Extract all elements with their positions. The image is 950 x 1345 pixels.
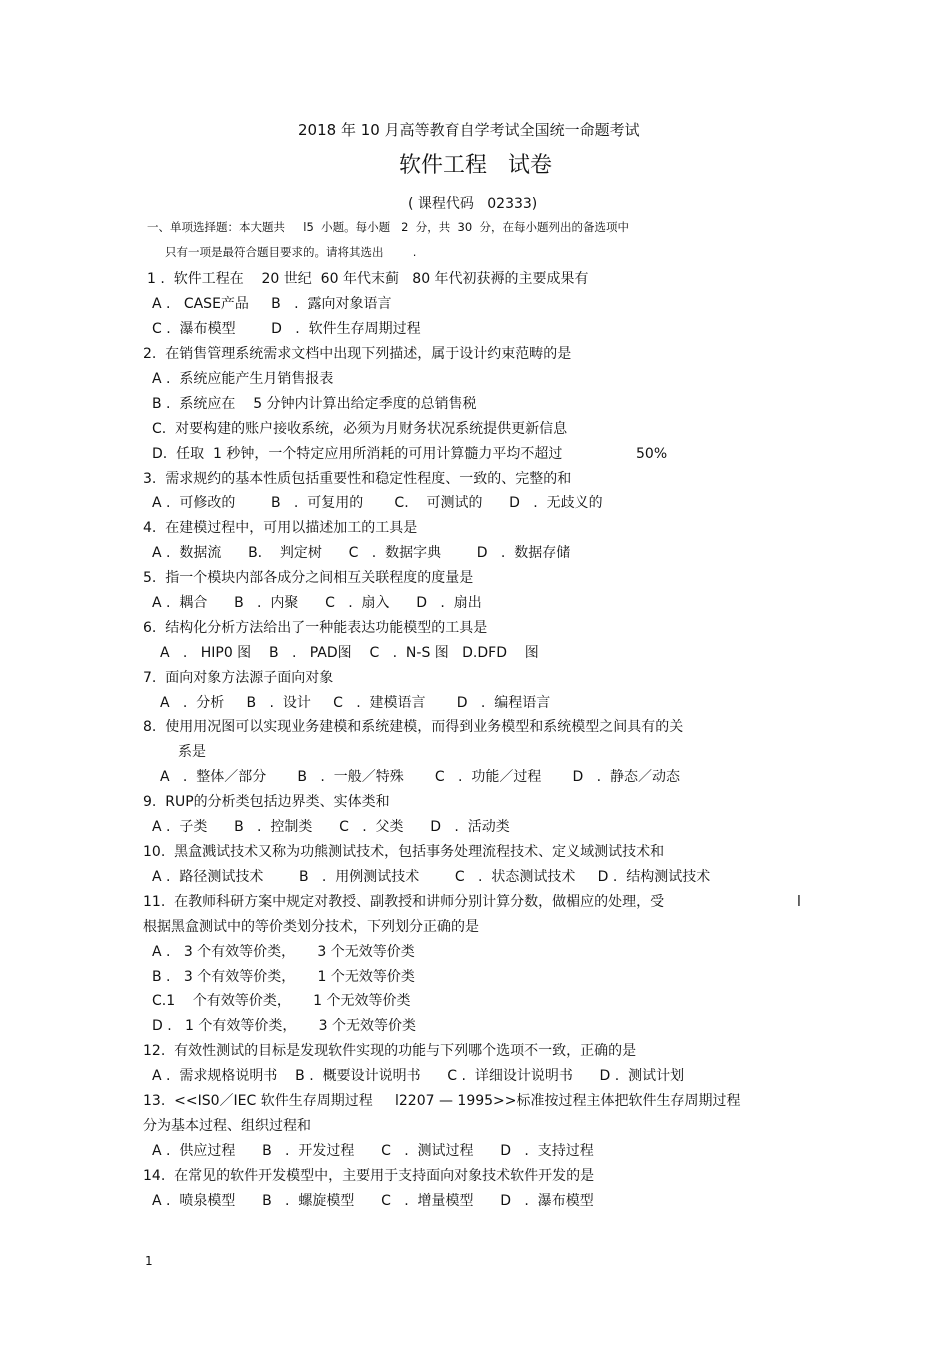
question-13: 13. <<IS0／IEC 软件生存周期过程 l2207 — 1995>>标准按过程主体把软件生存周期过程 <box>143 1093 741 1109</box>
question-3: 3. 需求规约的基本性质包括重要性和稳定性程度、一致的、完整的和 <box>143 471 572 487</box>
question-2: 2. 在销售管理系统需求文档中出现下列描述，属于设计约束范畴的是 <box>143 346 572 362</box>
question-5-options: A . 耦合 B . 内聚 C . 扇入 D . 扇出 <box>152 595 482 611</box>
question-10-options: A . 路径测试技术 B . 用例测试技术 C . 状态测试技术 D . 结构测试技术 <box>152 869 711 885</box>
question-13-options: A . 供应过程 B . 开发过程 C . 测试过程 D . 支持过程 <box>152 1143 594 1159</box>
question-6: 6. 结构化分析方法给出了一种能表达功能模型的工具是 <box>143 620 488 636</box>
question-11-tail: l <box>797 894 801 910</box>
question-1-options-ab: A . CASE产品 B . 露向对象语言 <box>152 296 392 312</box>
exam-subtitle: 软件工程 试卷 <box>399 153 552 178</box>
question-9: 9. RUP的分析类包括边界类、实体类和 <box>143 794 390 810</box>
question-11-option-c: C.1 个有效等价类， 1 个无效等价类 <box>152 993 411 1009</box>
section-instructions-line2: 只有一项是最符合题目要求的。请将其选出 . <box>165 245 417 259</box>
question-14: 14. 在常见的软件开发模型中，主要用于支持面向对象技术软件开发的是 <box>143 1168 595 1184</box>
question-2-option-d-tail: 50% <box>636 446 668 462</box>
question-2-option-d: D. 任取 1 秒钟，一个特定应用所消耗的可用计算髓力平均不超过 <box>152 446 563 462</box>
question-10: 10. 黑盒溅试技术又称为功熊测试技术，包括事务处理流程技术、定义域测试技术和 <box>143 844 665 860</box>
section-instructions-line1: 一、单项选择题：本大题共 l5 小题。每小题 2 分，共 30 分，在每小题列出的备选项中 <box>147 220 629 234</box>
question-11-option-a: A . 3 个有效等价类， 3 个无效等价类 <box>152 944 415 960</box>
question-1: 1 . 软件工程在 20 世纪 60 年代末蓟 80 年代初获褥的主要成果有 <box>147 271 589 287</box>
question-1-options-cd: C . 瀑布模型 D . 软件生存周期过程 <box>152 321 421 337</box>
question-5: 5. 指一个模块内部各成分之间相互关联程度的度量是 <box>143 570 474 586</box>
question-7: 7. 面向对象方法源子面向对象 <box>143 670 334 686</box>
course-code: ( 课程代码 02333) <box>408 196 538 212</box>
question-8-options: A . 整体／部分 B . 一般／特殊 C . 功能／过程 D . 静态／动态 <box>160 769 680 785</box>
question-13-continued: 分为基本过程、组织过程和 <box>143 1118 311 1134</box>
question-2-option-b: B . 系统应在 5 分钟内计算出给定季度的总销售税 <box>152 396 477 412</box>
question-4: 4. 在建模过程中，可用以描述加工的工具是 <box>143 520 418 536</box>
question-7-options: A . 分析 B . 设计 C . 建模语言 D . 编程语言 <box>160 695 551 711</box>
question-8-continued: 系是 <box>178 744 206 760</box>
question-8: 8. 使用用况图可以实现业务建模和系统建模，而得到业务模型和系统模型之间具有的关 <box>143 719 684 735</box>
question-12: 12. 有效性测试的目标是发现软件实现的功能与下列哪个选项不一致，正确的是 <box>143 1043 637 1059</box>
question-4-options: A . 数据流 B. 判定树 C . 数据字典 D . 数据存储 <box>152 545 571 561</box>
question-6-options: A . HIP0 图 B . PAD图 C . N-S 图 D.DFD 图 <box>160 645 539 661</box>
question-11: 11. 在教师科研方案中规定对教授、副教授和讲师分别计算分数，做楣应的处理，受 <box>143 894 665 910</box>
question-2-option-a: A . 系统应能产生月销售报表 <box>152 371 334 387</box>
question-11-option-d: D . 1 个有效等价类， 3 个无效等价类 <box>152 1018 416 1034</box>
page-number: 1 <box>145 1254 153 1268</box>
question-11-continued: 根据黑盒测试中的等价类划分技术，下列划分正确的是 <box>143 919 479 935</box>
question-2-option-c: C. 对要构建的账户接收系统，必须为月财务状况系统提供更新信息 <box>152 421 568 437</box>
question-12-options: A . 需求规格说明书 B . 概要设计说明书 C . 详细设计说明书 D . 测试计划 <box>152 1068 685 1084</box>
exam-title: 2018 年 10 月高等教育自学考试全国统一命题考试 <box>298 121 640 139</box>
question-11-option-b: B . 3 个有效等价类， 1 个无效等价类 <box>152 969 415 985</box>
question-9-options: A . 子类 B . 控制类 C . 父类 D . 活动类 <box>152 819 510 835</box>
question-3-options: A . 可修改的 B . 可复用的 C. 可测试的 D . 无歧义的 <box>152 495 603 511</box>
question-14-options: A . 喷泉模型 B . 螺旋模型 C . 增量模型 D . 瀑布模型 <box>152 1193 594 1209</box>
